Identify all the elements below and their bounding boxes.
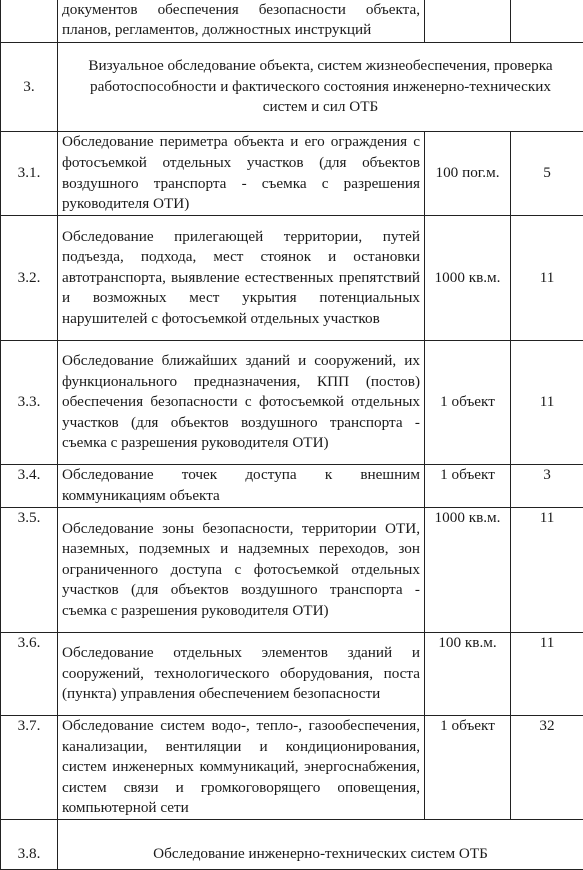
row-unit — [425, 0, 511, 43]
row-description: Обследование ближайших зданий и сооружений, их функционального предназначения, КПП (постов) обеспечения безопасности с фотосъемкой отдельных участков (для объектов воздушного транспорта - съемка с разрешения руководителя ОТИ) — [58, 341, 425, 465]
row-description: Обследование отдельных элементов зданий и сооружений, технологического оборудования, поста (пункта) управления обеспечением безопасности — [58, 633, 425, 716]
row-number: 3.2. — [1, 216, 58, 341]
row-number — [1, 0, 58, 43]
row-description: Обследование зоны безопасности, территории ОТИ, наземных, подземных и надземных переходов, зон ограниченного доступа с фотосъемкой отдельных участков (для объектов воздушного транспорта - съемка с разрешения руководителя ОТИ) — [58, 508, 425, 633]
section-title: Обследование инженерно-технических систем ОТБ — [58, 820, 583, 870]
row-unit: 1 объект — [425, 465, 511, 508]
row-quantity: 11 — [511, 508, 583, 633]
row-number: 3.7. — [1, 716, 58, 820]
table-row — [1, 0, 583, 43]
section-number: 3. — [1, 43, 58, 132]
row-description: Обследование точек доступа к внешним коммуникациям объекта — [58, 465, 425, 508]
row-quantity: 11 — [511, 341, 583, 465]
row-description: Обследование прилегающей территории, путей подъезда, подхода, мест стоянок и остановки автотранспорта, выявление естественных препятствий и возможных мест укрытия потенциальных нарушителей с фотосъемкой отдельных участков — [58, 216, 425, 341]
row-unit: 1 объект — [425, 716, 511, 820]
row-unit: 1 объект — [425, 341, 511, 465]
row-quantity: 11 — [511, 633, 583, 716]
row-quantity: 5 — [511, 132, 583, 216]
row-unit: 100 пог.м. — [425, 132, 511, 216]
table-row — [1, 132, 583, 216]
row-number: 3.1. — [1, 132, 58, 216]
table-row — [1, 216, 583, 341]
row-quantity: 32 — [511, 716, 583, 820]
table-row — [1, 508, 583, 633]
row-quantity: 11 — [511, 216, 583, 341]
table-row — [1, 633, 583, 716]
table-row — [1, 465, 583, 508]
row-description: Обследование систем водо-, тепло-, газообеспечения, канализации, вентиляции и кондиционирования, систем инженерных коммуникаций, энергоснабжения, систем связи и громкоговорящего оповещения, компьютерной сети — [58, 716, 425, 820]
row-number: 3.6. — [1, 633, 58, 716]
section-number: 3.8. — [1, 820, 58, 870]
row-number: 3.5. — [1, 508, 58, 633]
row-number: 3.4. — [1, 465, 58, 508]
row-unit: 100 кв.м. — [425, 633, 511, 716]
section-row — [1, 43, 583, 132]
row-number: 3.3. — [1, 341, 58, 465]
row-quantity: 3 — [511, 465, 583, 508]
row-unit: 1000 кв.м. — [425, 508, 511, 633]
row-description: Обследование периметра объекта и его ограждения с фотосъемкой отдельных участков (для объектов воздушного транспорта - съемка с разрешения руководителя ОТИ) — [58, 132, 425, 216]
row-quantity — [511, 0, 583, 43]
table-row — [1, 716, 583, 820]
row-unit: 1000 кв.м. — [425, 216, 511, 341]
table-row — [1, 341, 583, 465]
section-row — [1, 820, 583, 870]
row-description: документов обеспечения безопасности объекта, планов, регламентов, должностных инструкций — [58, 0, 425, 43]
section-title: Визуальное обследование объекта, систем жизнеобеспечения, проверка работоспособности и фактического состояния инженерно-технических систем и сил ОТБ — [58, 43, 583, 132]
